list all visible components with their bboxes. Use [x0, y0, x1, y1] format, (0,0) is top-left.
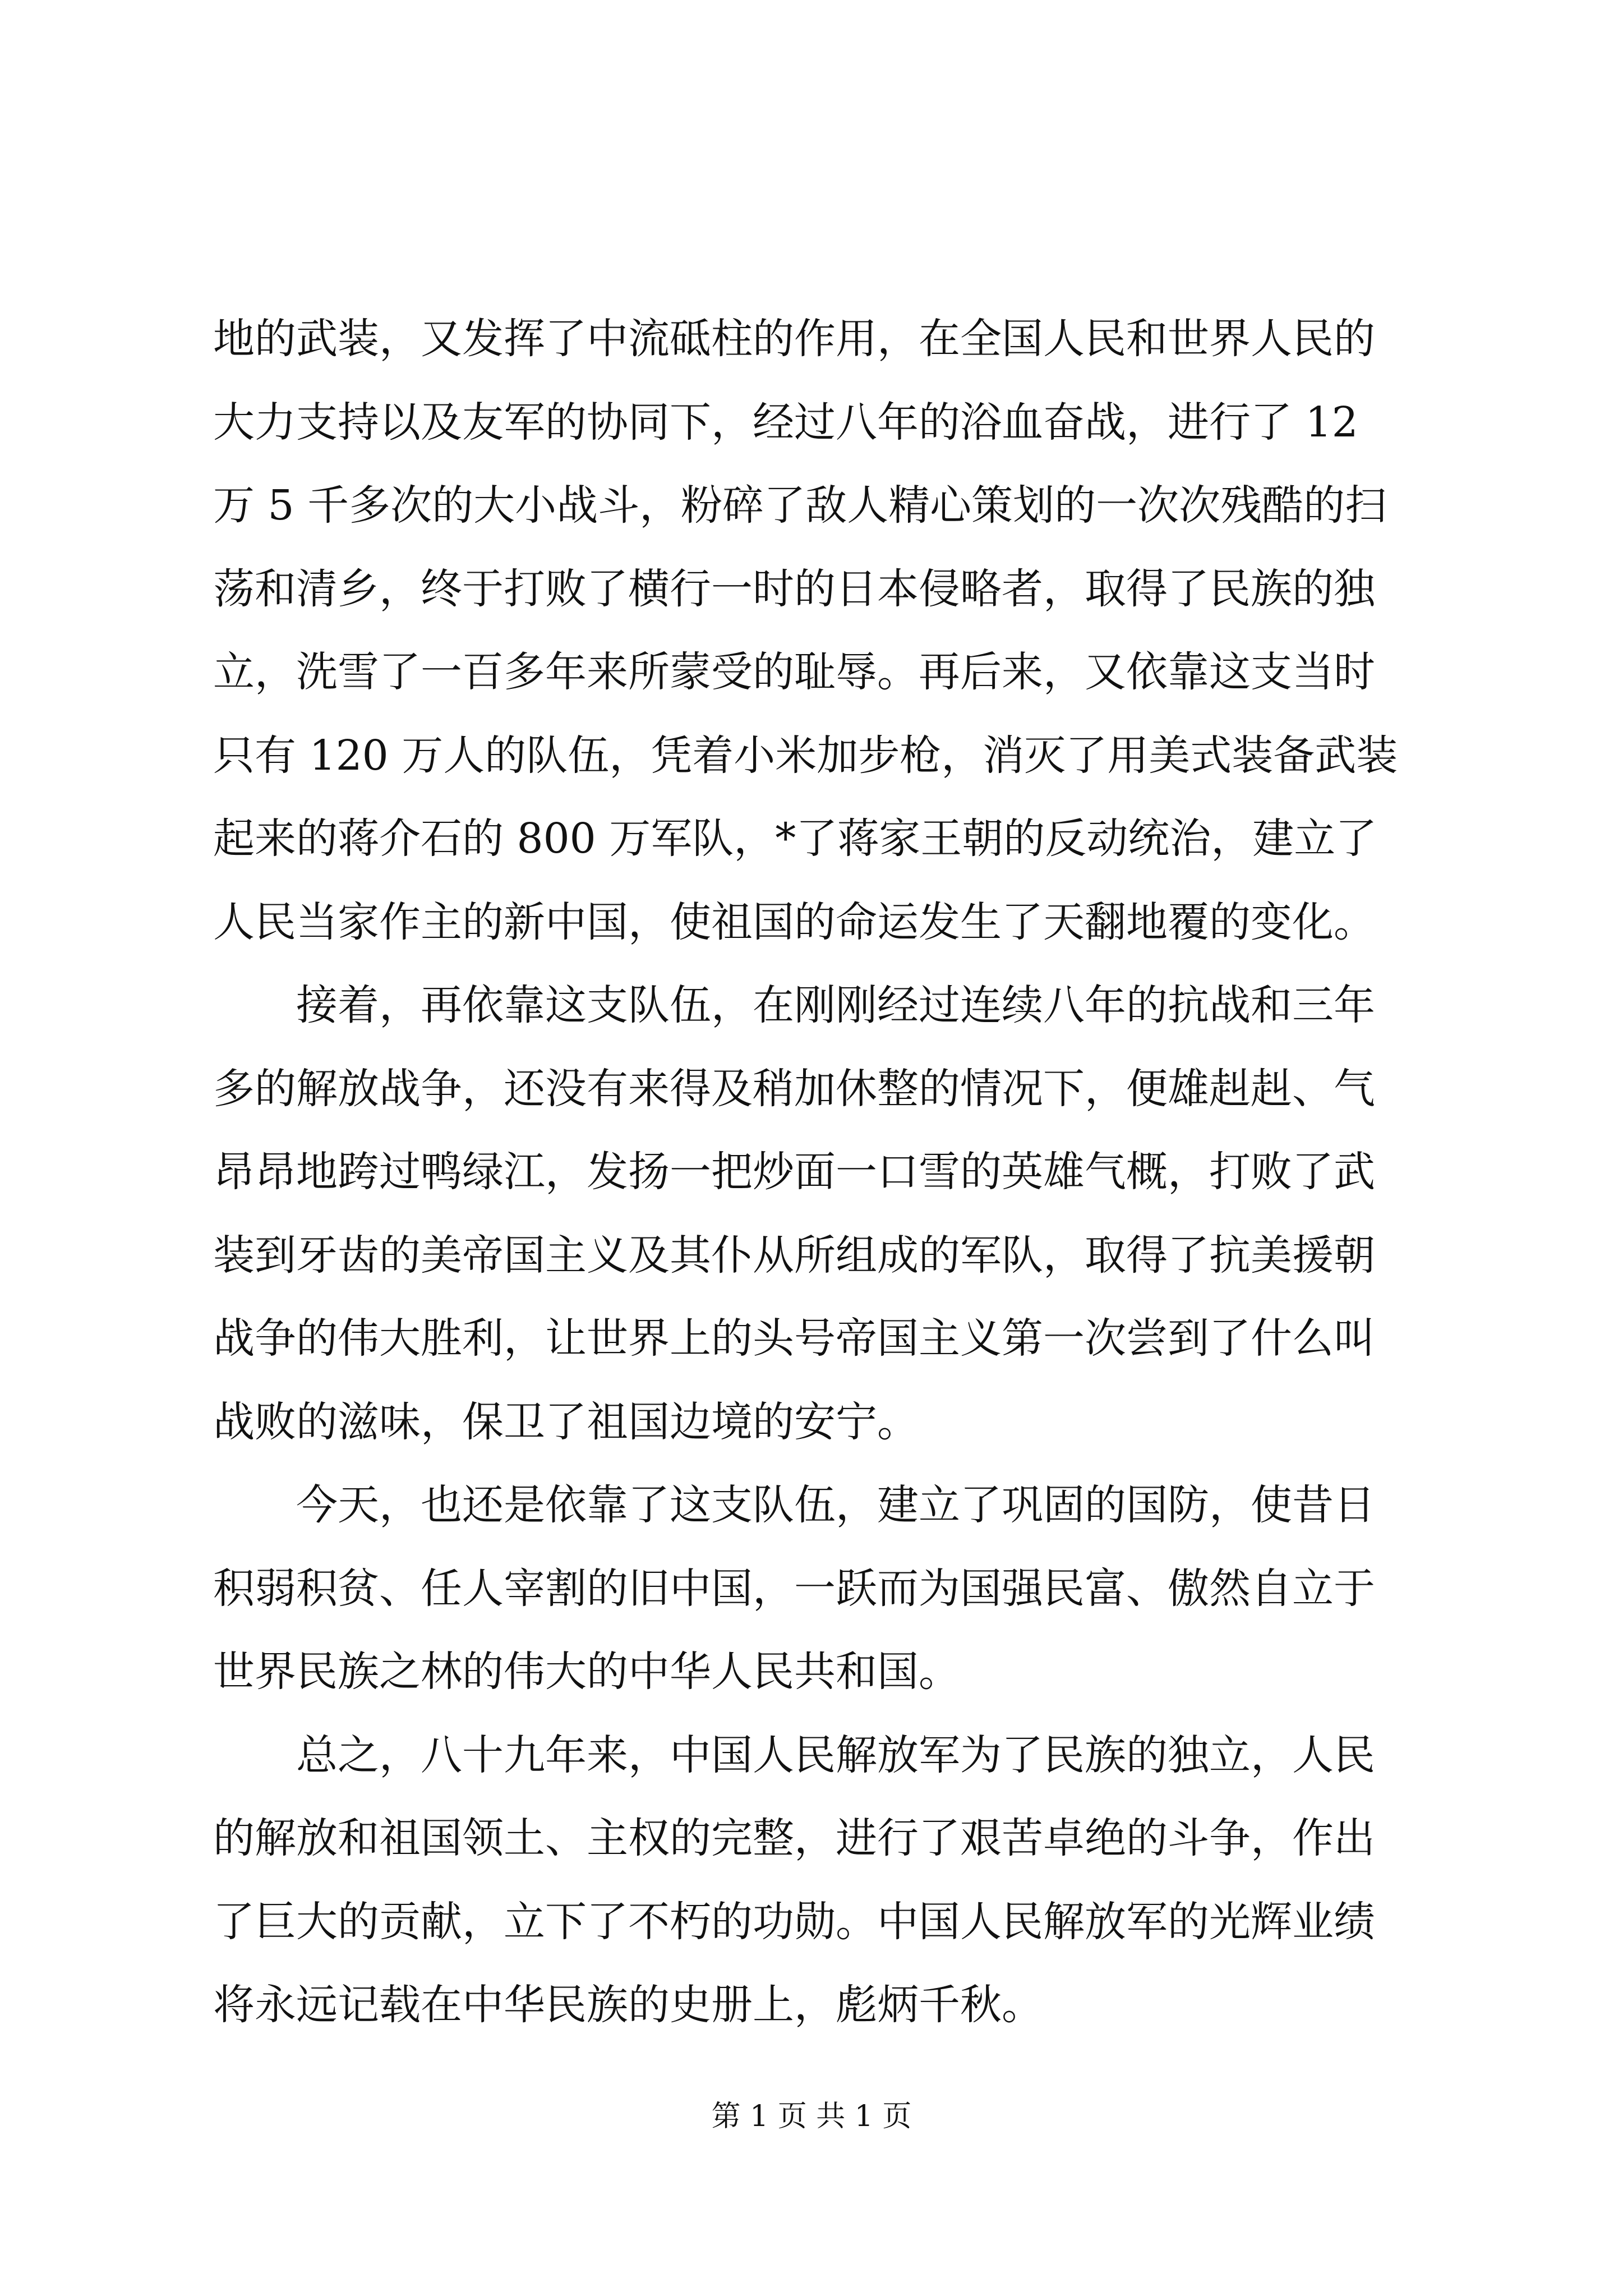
- text-line: 世界民族之林的伟大的中华人民共和国。: [213, 1648, 960, 1696]
- text-line: 将永远记载在中华民族的史册上，彪炳千秋。: [213, 1981, 1043, 2029]
- page-footer: [0, 2097, 1623, 2136]
- page-number-label: 第 1 页 共 1 页: [711, 2100, 912, 2133]
- paragraph-start-line: 总之，八十九年来，中国人民解放军为了民族的独立，人民: [213, 1731, 1375, 1779]
- text-line: 荡和清乡，终于打败了横行一时的日本侵略者，取得了民族的独: [213, 564, 1375, 613]
- text-line: 起来的蒋介石的 800 万军队，*了蒋家王朝的反动统治，建立了: [213, 815, 1377, 863]
- text-line: 只有 120 万人的队伍，凭着小米加步枪，消灭了用美式装备武装: [213, 731, 1398, 780]
- text-line: 装到牙齿的美帝国主义及其仆从所组成的军队，取得了抗美援朝: [213, 1231, 1375, 1280]
- text-line: 积弱积贫、任人宰割的旧中国，一跃而为国强民富、傲然自立于: [213, 1564, 1375, 1613]
- text-line: 人民当家作主的新中国，使祖国的命运发生了天翻地覆的变化。: [213, 898, 1375, 946]
- text-line: 的解放和祖国领土、主权的完整，进行了艰苦卓绝的斗争，作出: [213, 1814, 1375, 1862]
- paragraph-start-line: 接着，再依靠这支队伍，在刚刚经过连续八年的抗战和三年: [213, 981, 1375, 1029]
- text-line: 立，洗雪了一百多年来所蒙受的耻辱。再后来，又依靠这支当时: [213, 648, 1375, 696]
- text-line: 多的解放战争，还没有来得及稍加休整的情况下，便雄赳赳、气: [213, 1064, 1375, 1113]
- text-line: 大力支持以及友军的协同下，经过八年的浴血奋战，进行了 12: [213, 398, 1358, 447]
- text-line: 昂昂地跨过鸭绿江，发扬一把炒面一口雪的英雄气概，打败了武: [213, 1148, 1375, 1196]
- body-text: [213, 297, 1419, 2047]
- text-line: 地的武装，又发挥了中流砥柱的作用，在全国人民和世界人民的: [213, 315, 1375, 363]
- text-line: 战败的滋味，保卫了祖国边境的安宁。: [213, 1397, 919, 1446]
- text-line: 了巨大的贡献，立下了不朽的功勋。中国人民解放军的光辉业绩: [213, 1897, 1375, 1946]
- paragraph-start-line: 今天，也还是依靠了这支队伍，建立了巩固的国防，使昔日: [213, 1481, 1375, 1529]
- text-line: 万 5 千多次的大小战斗，粉碎了敌人精心策划的一次次残酷的扫: [213, 481, 1387, 530]
- text-line: 战争的伟大胜利，让世界上的头号帝国主义第一次尝到了什么叫: [213, 1314, 1375, 1363]
